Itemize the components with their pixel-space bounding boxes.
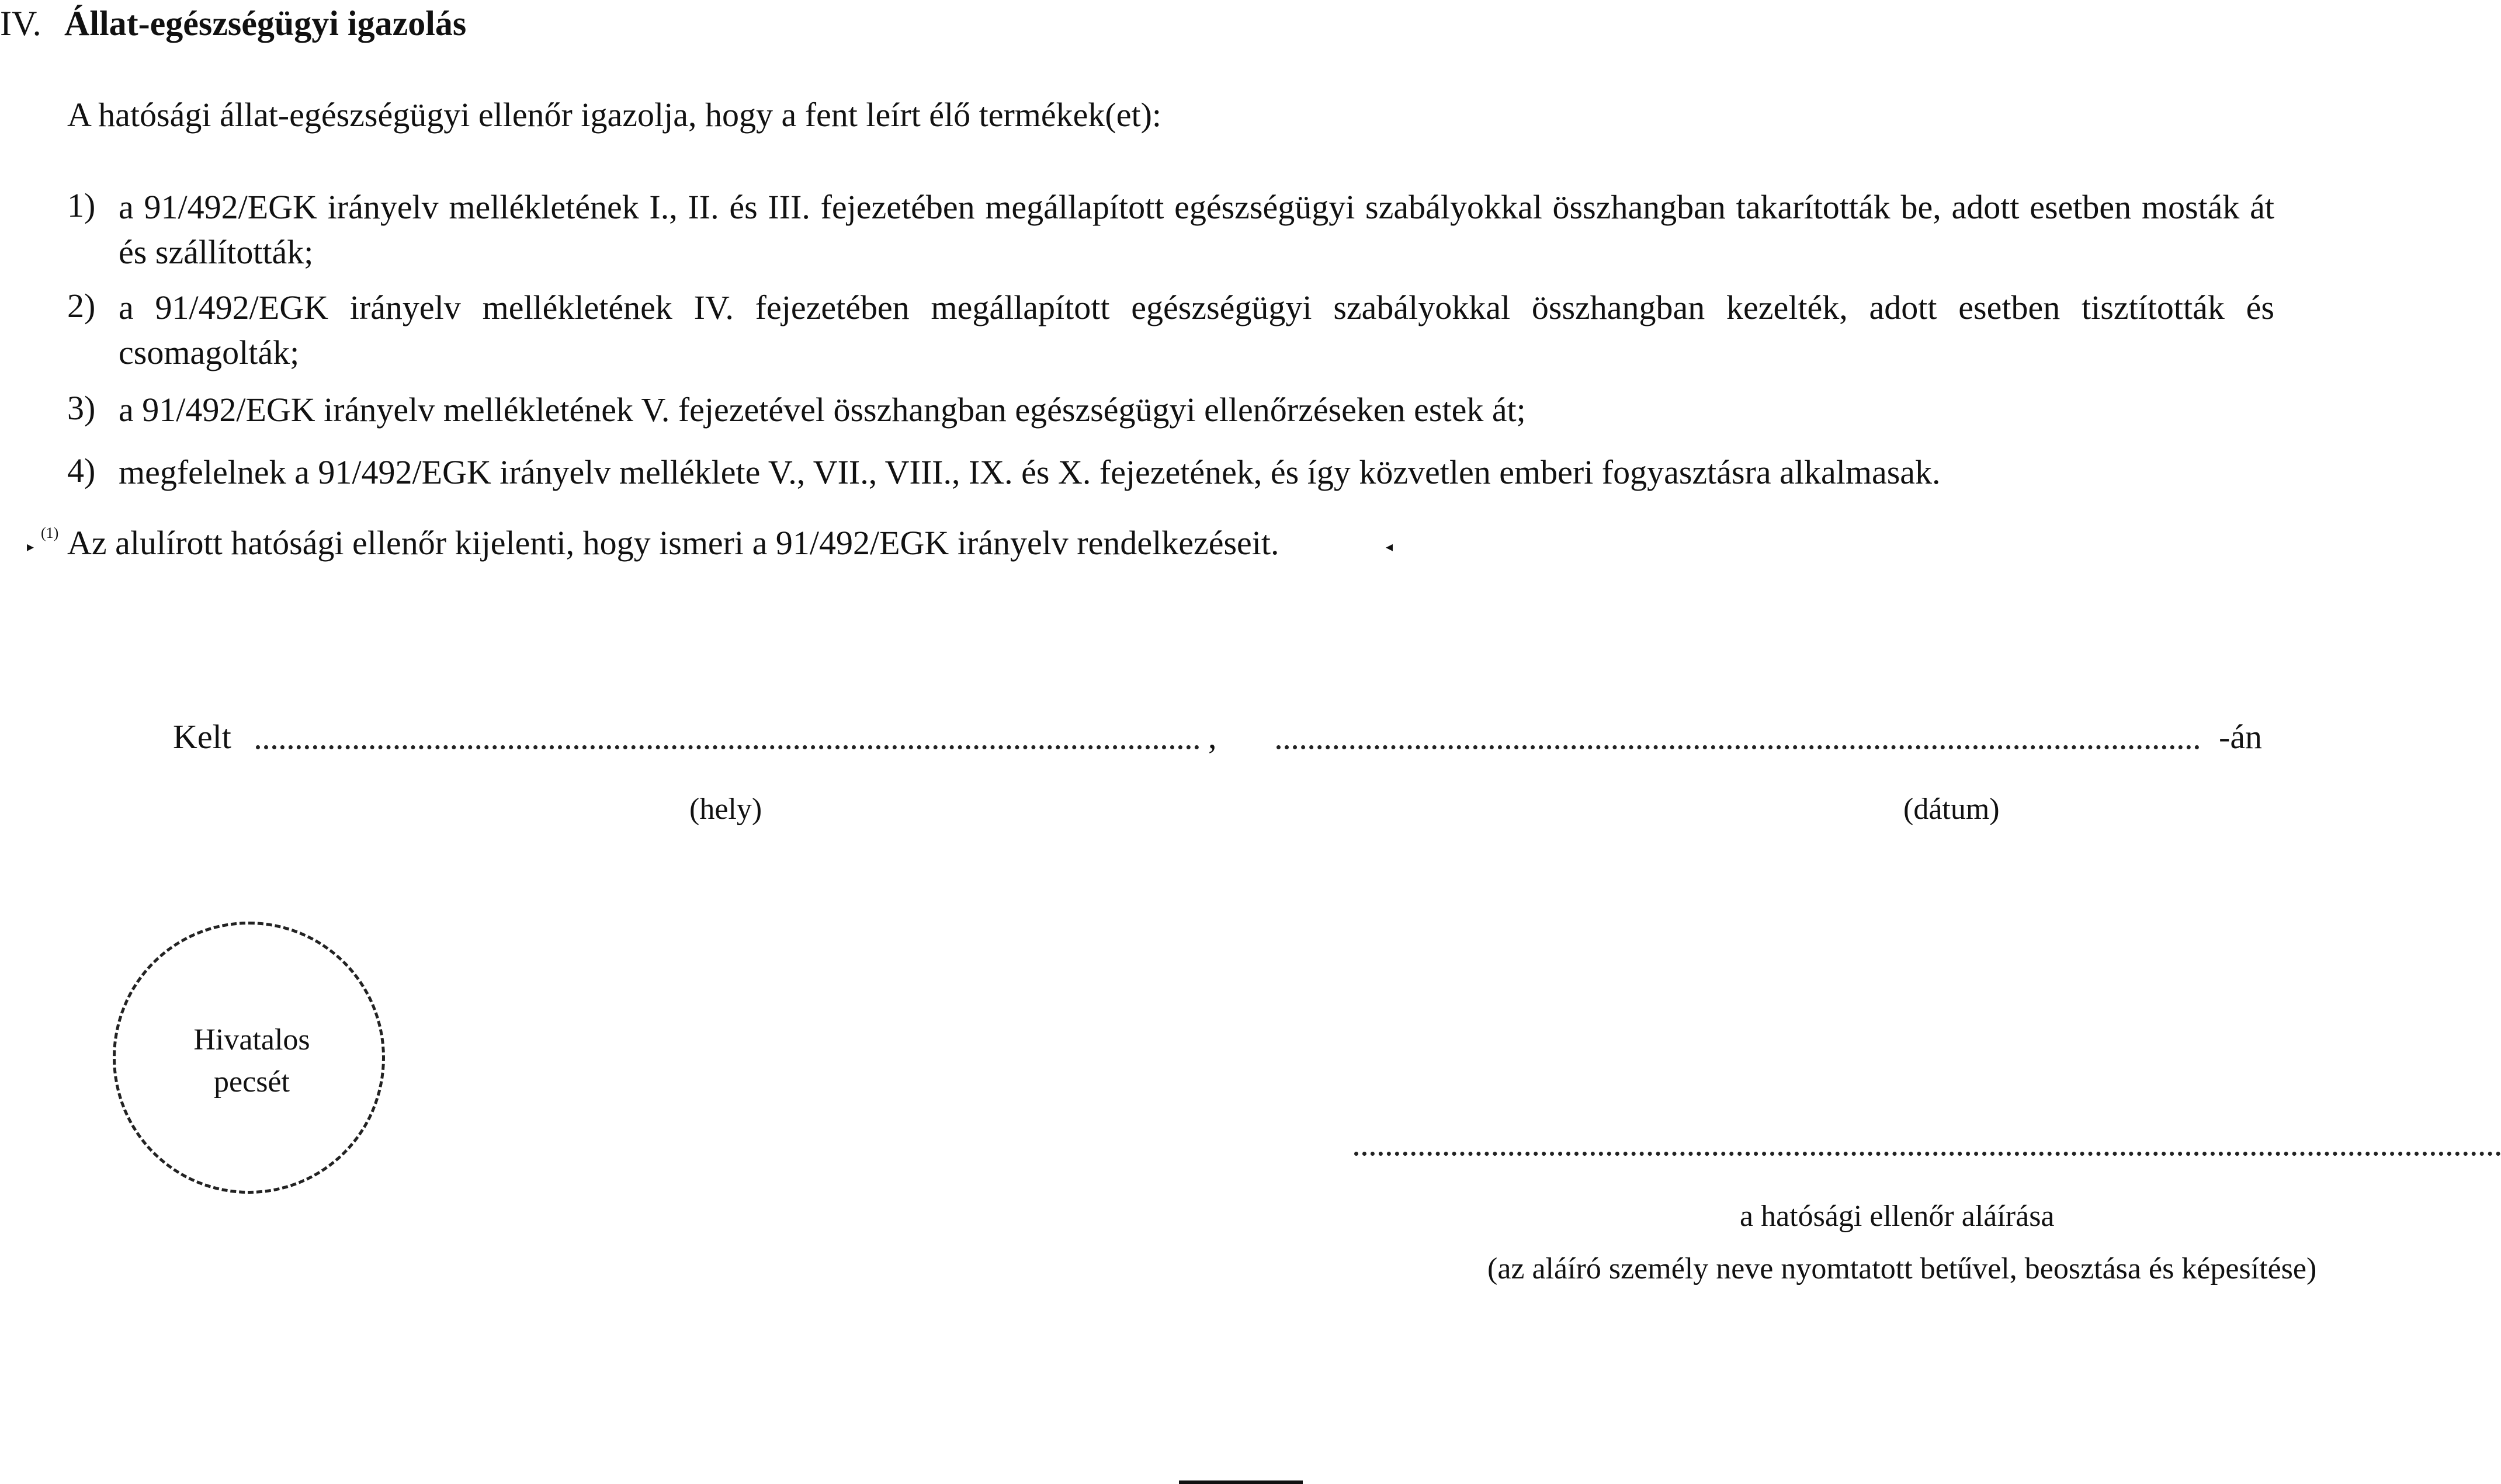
separator-comma: , [1208, 718, 1217, 756]
seal-label-line-2: pecsét [214, 1065, 290, 1099]
section-number: IV. [0, 4, 41, 43]
amendment-end-marker: ◂ [1386, 540, 1393, 555]
item-text: a 91/492/EGK irányelv mellékletének IV. fejezetében megállapított egészségügyi szabályokkal összhangban kezelték, adott esetben tisztították és csomagolták; [119, 289, 2274, 371]
date-suffix: -án [2219, 718, 2263, 756]
date-field-dotted-line [1276, 745, 2200, 749]
item-number: 2) [67, 287, 96, 325]
signature-subtitle: (az aláíró személy neve nyomtatott betűvel, beosztása és képesítése) [1487, 1252, 2317, 1285]
intro-text: A hatósági állat-egészségügyi ellenőr igazolja, hogy a fent leírt élő termékek(et): [67, 96, 1161, 134]
item-number: 3) [67, 389, 96, 427]
place-caption: (hely) [689, 793, 762, 826]
bottom-divider [1179, 1480, 1303, 1484]
item-number: 1) [67, 186, 96, 224]
signature-title: a hatósági ellenőr aláírása [1740, 1200, 2055, 1233]
section-title: Állat-egészségügyi igazolás [64, 4, 467, 43]
date-caption: (dátum) [1903, 793, 2000, 826]
item-number: 4) [67, 451, 96, 489]
signature-dotted-line [1354, 1152, 2501, 1156]
item-text: a 91/492/EGK irányelv mellékletének V. fejezetével összhangban egészségügyi ellenőrzéseken estek át; [119, 391, 1526, 429]
place-field-dotted-line [256, 745, 1199, 749]
seal-label-line-1: Hivatalos [193, 1023, 310, 1056]
item-text: a 91/492/EGK irányelv mellékletének I., II. és III. fejezetében megállapított egészségügyi szabályokkal összhangban takarították be, adott esetben mosták át és szállították; [119, 188, 2274, 271]
official-seal-placeholder [113, 922, 385, 1194]
declaration-text: Az alulírott hatósági ellenőr kijelenti, hogy ismeri a 91/492/EGK irányelv rendelkezéseit. [67, 524, 1279, 562]
item-text: megfelelnek a 91/492/EGK irányelv melléklete V., VII., VIII., IX. és X. fejezetének, és így közvetlen emberi fogyasztásra alkalmasak. [119, 453, 1941, 491]
amendment-start-marker: ▸ [27, 540, 34, 555]
footnote-reference: (1) [41, 524, 59, 541]
kelt-label: Kelt [173, 718, 231, 756]
